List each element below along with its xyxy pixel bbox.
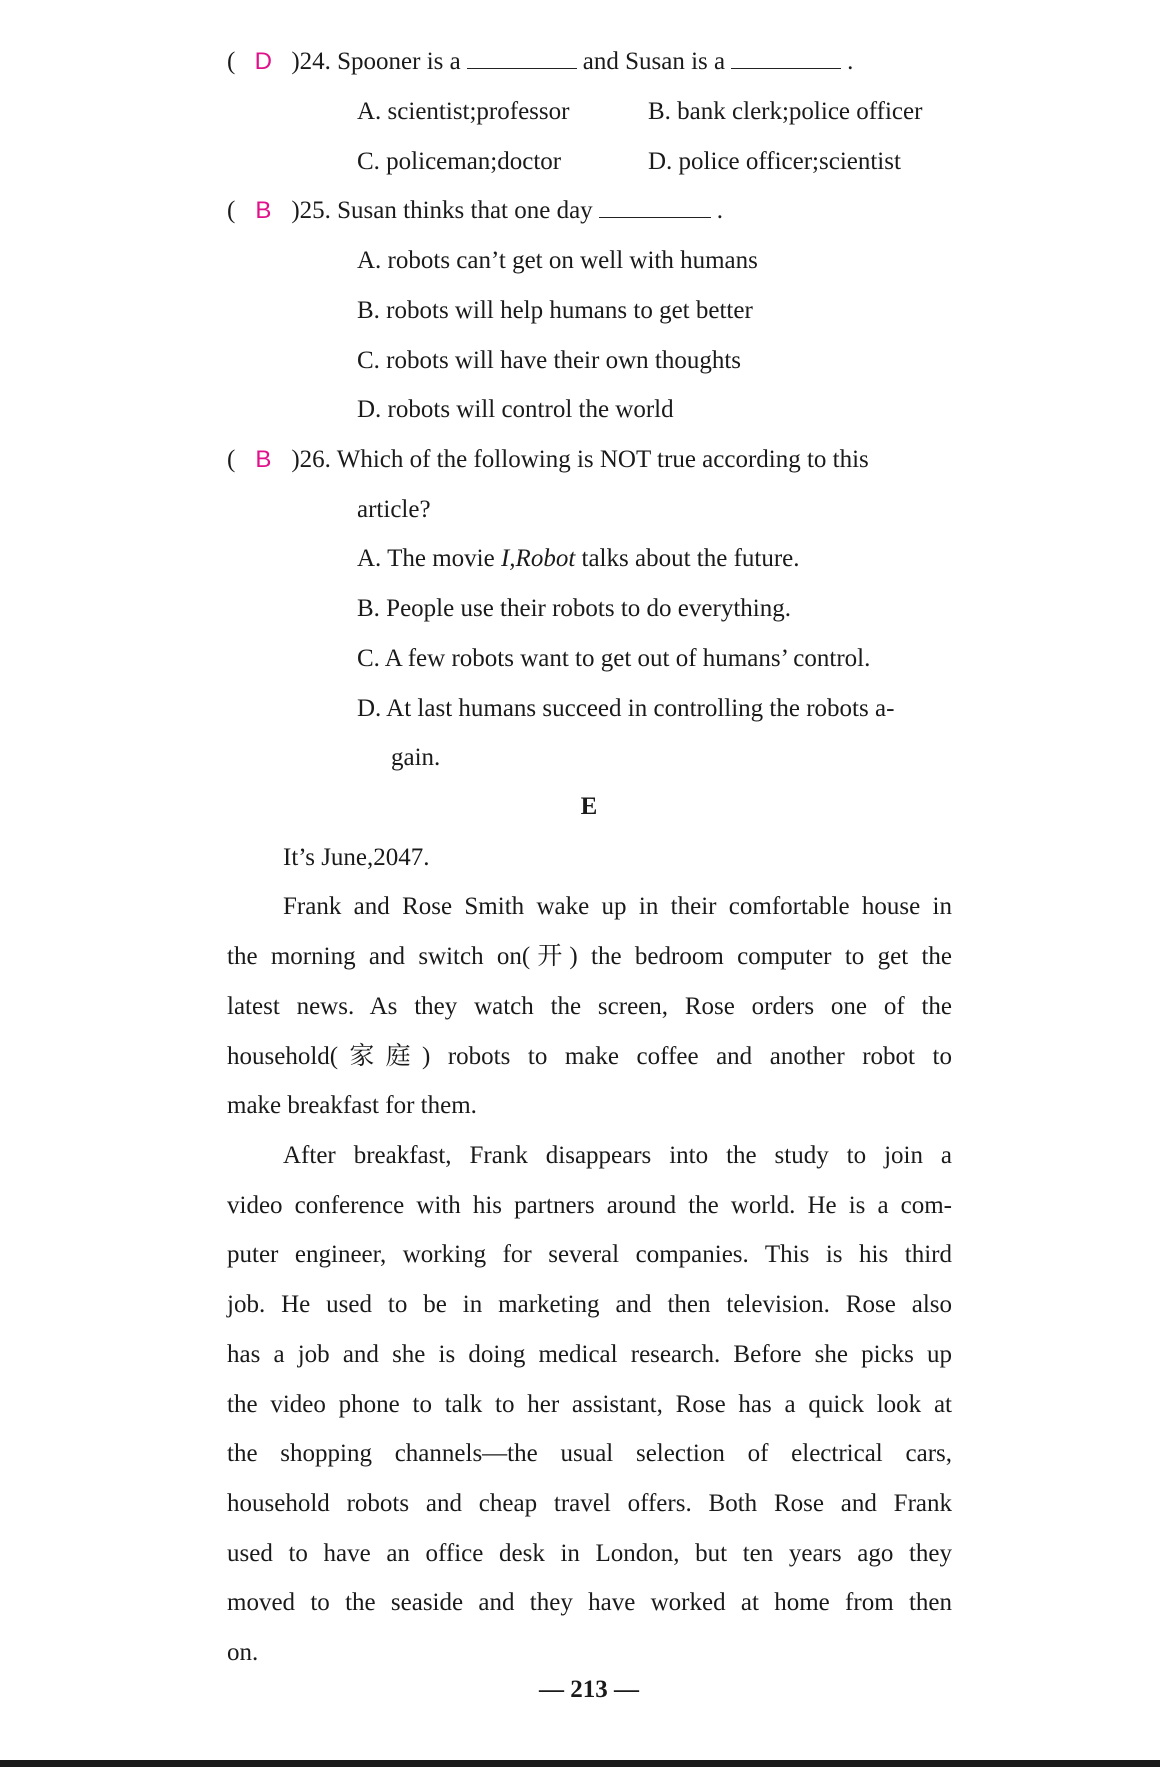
option-26-d-line2: gain. xyxy=(391,744,441,771)
question-26-stem-line1: Which of the following is NOT true according to this xyxy=(336,446,869,473)
answer-26: B xyxy=(255,446,272,473)
option-26-c: C. A few robots want to get out of humans’ control. xyxy=(357,645,871,672)
option-24-a: A. scientist;professor xyxy=(357,98,570,125)
answer-paren-close: ) xyxy=(291,446,300,473)
section-title: E xyxy=(580,793,598,820)
option-26-b: B. People use their robots to do everything. xyxy=(357,595,791,622)
passage-p1-line: make breakfast for them. xyxy=(227,1092,477,1119)
passage-p1-line: latest news. As they watch the screen, Rose orders one of the xyxy=(227,993,952,1020)
passage-p1-line: Frank and Rose Smith wake up in their comfortable house in xyxy=(283,893,952,920)
option-24-c: C. policeman;doctor xyxy=(357,148,562,175)
option-24-d: D. police officer;scientist xyxy=(648,148,901,175)
option-26-a xyxy=(357,544,800,574)
option-25-c: C. robots will have their own thoughts xyxy=(357,347,741,374)
option-24-b: B. bank clerk;police officer xyxy=(648,98,923,125)
passage-p2-line: on. xyxy=(227,1639,259,1666)
option-25-d: D. robots will control the world xyxy=(357,396,674,423)
question-25-stem-end: . xyxy=(716,197,723,224)
question-26-stem-line2: article? xyxy=(357,496,431,523)
question-dot: . xyxy=(324,48,338,75)
passage-p2-line: the shopping channels—the usual selection of electrical cars, xyxy=(227,1440,952,1467)
passage-p2-line: puter engineer, working for several companies. This is his third xyxy=(227,1241,952,1268)
question-number-25: 25 xyxy=(299,197,325,224)
answer-blank xyxy=(467,48,577,69)
question-25-stem: Susan thinks that one day xyxy=(337,197,593,224)
answer-paren-open: ( xyxy=(227,197,236,224)
question-24-stem-part1: Spooner is a xyxy=(337,48,461,75)
passage-p1-line: the morning and switch on(开) the bedroom computer to get the xyxy=(227,943,952,970)
question-24-stem-part2: and Susan is a xyxy=(582,48,726,75)
passage-p2-line: video conference with his partners around the world. He is a com- xyxy=(227,1192,952,1219)
option-26-d-line1: D. At last humans succeed in controlling the robots a- xyxy=(357,695,895,722)
passage-p2-line: moved to the seaside and they have worked at home from then xyxy=(227,1589,952,1616)
passage-p2-line: has a job and she is doing medical research. Before she picks up xyxy=(227,1341,952,1368)
answer-blank xyxy=(731,48,841,69)
answer-25: B xyxy=(255,197,272,224)
answer-paren-close: ) xyxy=(291,48,300,75)
question-number-26: 26 xyxy=(299,446,325,473)
bottom-bar xyxy=(0,1760,1160,1767)
answer-paren-open: ( xyxy=(227,48,236,75)
option-25-b: B. robots will help humans to get better xyxy=(357,297,753,324)
page-number: — 213 — xyxy=(539,1676,639,1703)
question-24 xyxy=(227,47,853,77)
passage-p2-line: used to have an office desk in London, but ten years ago they xyxy=(227,1540,952,1567)
passage-p2-line: After breakfast, Frank disappears into the study to join a xyxy=(283,1142,952,1169)
movie-title: I,Robot xyxy=(500,545,576,572)
option-25-a: A. robots can’t get on well with humans xyxy=(357,247,758,274)
answer-paren-close: ) xyxy=(291,197,300,224)
answer-blank xyxy=(599,197,711,218)
question-25 xyxy=(227,196,723,226)
option-26-a-prefix: A. The movie xyxy=(357,545,501,572)
passage-p2-line: job. He used to be in marketing and then television. Rose also xyxy=(227,1291,952,1318)
question-number-24: 24 xyxy=(299,48,325,75)
passage-p2-line: household robots and cheap travel offers. Both Rose and Frank xyxy=(227,1490,952,1517)
option-26-a-suffix: talks about the future. xyxy=(575,545,800,572)
question-24-stem-end: . xyxy=(847,48,854,75)
question-dot: . xyxy=(324,446,337,473)
passage-date-line: It’s June,2047. xyxy=(283,844,430,871)
question-dot: . xyxy=(324,197,338,224)
answer-24: D xyxy=(254,48,272,75)
passage-p1-line: household(家庭) robots to make coffee and another robot to xyxy=(227,1043,952,1070)
question-26 xyxy=(227,445,869,475)
passage-p2-line: the video phone to talk to her assistant, Rose has a quick look at xyxy=(227,1391,952,1418)
answer-paren-open: ( xyxy=(227,446,236,473)
